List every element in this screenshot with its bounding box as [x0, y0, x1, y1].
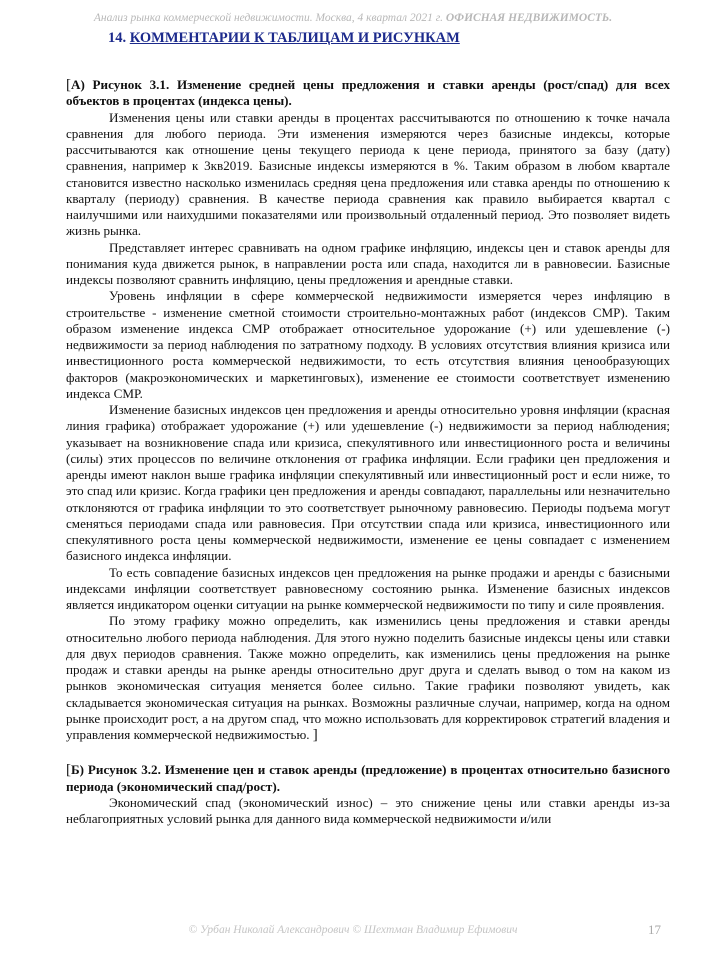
- paragraph: Представляет интерес сравнивать на одном графике инфляцию, индексы цен и ставок аренды для понимания куда движется рынок, в направлении роста или спада, находится ли в равновесии. Базисные индексы позволяют сравнить инфляцию, цены предложения и арендные ставки.: [66, 239, 670, 287]
- paragraph: Экономический спад (экономический износ) – это снижение цены или ставки аренды из-за неблагоприятных условий рынка для данного вида коммерческой недвижимости и/или: [66, 794, 670, 826]
- paragraph: То есть совпадение базисных индексов цен предложения на рынке продажи и аренды с базисными индексами инфляции соответствует равновесному состоянию рынка. Изменение базисных индексов является индикатором оценки ситуации на рынке коммерческой недвижимости по типу и силе проявления.: [66, 564, 670, 612]
- section-number: 14.: [108, 30, 127, 46]
- paragraph: Уровень инфляции в сфере коммерческой недвижимости измеряется через инфляцию в строительстве - изменение сметной стоимости строительно-монтажных работ (индексов СМР). Таким образом изменение индекса СМР отображает относительное удорожание (+) или удешевление (-) недвижимости за период наблюдения по затратному подходу. В условиях отсутствия влияния кризиса или инвестиционного роста коммерческой недвижимости, то есть отсутствия влияния ценообразующих факторов (макроэкономических и маркетинговых), изменение ее стоимости соответствует изменению индекса СМР.: [66, 288, 670, 401]
- running-header-topic: ОФИСНАЯ НЕДВИЖИМОСТЬ.: [445, 12, 613, 24]
- figure-3-2-heading: [66, 762, 670, 795]
- paragraph-last: [66, 613, 670, 743]
- section-title-text: КОММЕНТАРИИ К ТАБЛИЦАМ И РИСУНКАМ: [129, 30, 460, 46]
- paragraph: Изменения цены или ставки аренды в процентах рассчитываются по отношению к точке начала сравнения для любого периода. Эти изменения измеряются через базисные индексы, которые рассчитываются как отношение цены текущего периода к цене периода, принятого за базу (дату) сравнения, например к 3кв2019. Базисные индексы измеряются в %. Таким образом в любом квартале становится известно насколько изменилась средняя цена предложения или ставка аренды по отношению к кварталу (периоду) сравнения. В качестве периода сравнения как правило выбирается квартал с наилучшими или наихудшими показателями или произвольный отдаленный период. Это позволяет видеть жизнь рынка.: [66, 109, 670, 239]
- figure-3-1-heading: [66, 77, 670, 110]
- spacer: [66, 743, 670, 762]
- page-content: [66, 77, 670, 827]
- footer-authors: © Урбан Николай Александрович © Шехтман Владимир Ефимович: [188, 924, 518, 936]
- paragraph-text: По этому графику можно определить, как изменились цены предложения и ставки аренды относительно любого периода наблюдения. Для этого нужно поделить базисные индексы цены или ставки для двух периодов сравнения. Также можно определить, как изменились цены предложения на рынке продаж и ставки аренды на рынке аренды относительно друг друга и сделать вывод о том на каком из рынков экономическая ситуация меняется более сильно. Такие графики позволяют увидеть, как складывается экономическая ситуация на рынках. Возможны различные случаи, например, когда на одном рынке происходит рост, а на другом спад, что можно использовать для корректировок стратегий владения и управления коммерческой недвижимостью.: [66, 613, 670, 742]
- page-number: 17: [648, 922, 661, 937]
- paragraph: Изменение базисных индексов цен предложения и аренды относительно уровня инфляции (красная линия графика) отображает удорожание (+) или удешевление (-) недвижимости за период наблюдения; указывает на возникновение спада или кризиса, спекулятивного или инвестиционного роста и величины (силы) этих процессов по величине отклонения от графика инфляции. Если графики цен предложения и аренды имеют наклон выше графика инфляции спекулятивный или инвестиционный рост и если ниже, то это спад или кризис. Когда графики цен предложения и аренды совпадают, параллельны или незначительно отклоняются от графика инфляции то это соответствует рыночному равновесию. Периоды подъема могут сменяться периодами спада или равновесия. При отсутствии спада или кризиса, инвестиционного или спекулятивного роста цены коммерческой недвижимости, изменение ее цены совпадает с изменением базисного индекса инфляции.: [66, 402, 670, 564]
- running-header: [0, 12, 706, 24]
- figure-3-1-heading-text: А) Рисунок 3.1. Изменение средней цены предложения и ставки аренды (рост/спад) для всех объектов в процентах (индекса цены).: [66, 77, 670, 109]
- section-title: [108, 30, 460, 47]
- open-bracket: [: [66, 77, 71, 93]
- close-bracket: ]: [312, 727, 318, 743]
- open-bracket: [: [66, 762, 71, 779]
- figure-3-2-heading-text: Б) Рисунок 3.2. Изменение цен и ставок аренды (предложение) в процентах относительно базисного периода (экономический спад/рост).: [66, 762, 670, 794]
- running-header-title: Анализ рынка коммерческой недвижимости. Москва, 4 квартал 2021 г.: [93, 12, 443, 24]
